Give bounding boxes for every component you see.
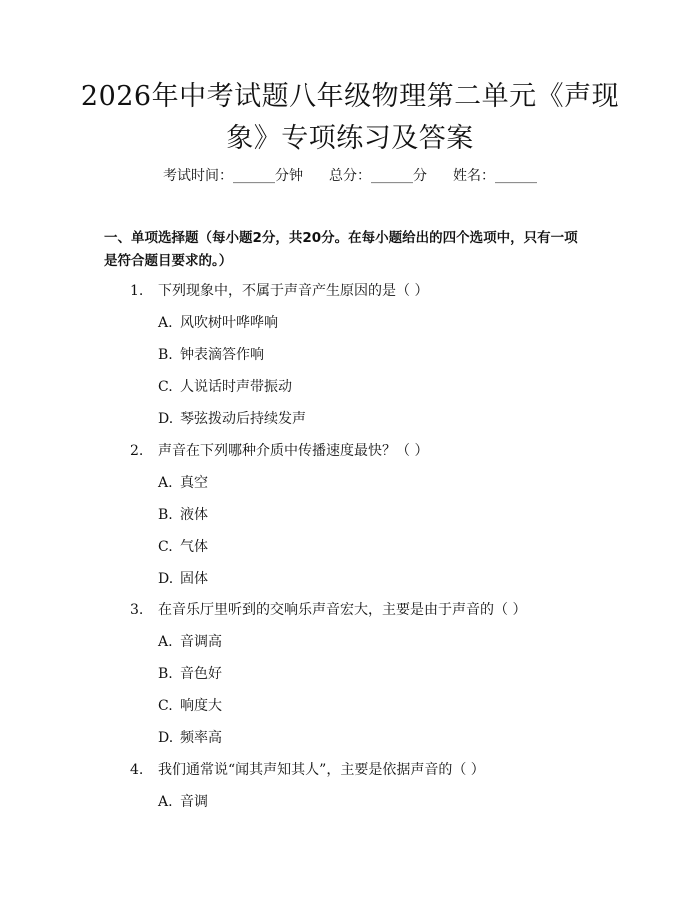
student-name-field: 姓名：______	[453, 168, 537, 184]
option-key: C.	[158, 379, 173, 395]
option	[158, 696, 222, 716]
option	[158, 473, 208, 493]
question-text: 在音乐厅里听到的交响乐声音宏大，主要是由于声音的（ ）	[158, 602, 527, 618]
option-text: 人说话时声带振动	[180, 379, 292, 395]
option-key: A.	[158, 475, 173, 491]
option	[158, 377, 292, 397]
question-1	[130, 281, 428, 301]
option-key: D.	[158, 411, 174, 427]
title-line-1: 2026年中考试题八年级物理第二单元《声现	[80, 81, 620, 112]
question-4	[130, 760, 485, 780]
option-text: 钟表滴答作响	[180, 347, 264, 363]
question-number: 4.	[130, 762, 144, 778]
exam-meta	[0, 166, 700, 186]
option-text: 气体	[180, 539, 208, 555]
option-key: C.	[158, 698, 173, 714]
total-score-field: 总分：______分	[329, 168, 427, 184]
option-text: 音调	[180, 794, 208, 810]
option-key: B.	[158, 666, 173, 682]
exam-time-field: 考试时间：______分钟	[163, 168, 303, 184]
option-key: B.	[158, 347, 173, 363]
option	[158, 792, 208, 812]
question-text: 下列现象中，不属于声音产生原因的是（ ）	[158, 283, 429, 299]
option	[158, 345, 264, 365]
question-text: 声音在下列哪种介质中传播速度最快？（ ）	[158, 443, 429, 459]
question-number: 2.	[130, 443, 144, 459]
option-text: 固体	[180, 571, 208, 587]
option	[158, 313, 278, 333]
option-text: 音色好	[180, 666, 222, 682]
option-text: 响度大	[180, 698, 222, 714]
option-text: 音调高	[180, 634, 222, 650]
option	[158, 632, 222, 652]
option-key: A.	[158, 634, 173, 650]
option-text: 频率高	[180, 730, 222, 746]
option-key: B.	[158, 507, 173, 523]
section-heading-line-1: 一、单项选择题（每小题2分，共20分。在每小题给出的四个选项中，只有一项	[104, 230, 578, 246]
option-key: D.	[158, 571, 174, 587]
option-text: 真空	[180, 475, 208, 491]
option	[158, 505, 208, 525]
option-text: 风吹树叶哗哗响	[180, 315, 278, 331]
question-3	[130, 600, 526, 620]
question-2	[130, 441, 428, 461]
option-text: 液体	[180, 507, 208, 523]
page-title	[60, 76, 640, 160]
option	[158, 728, 222, 748]
question-number: 3.	[130, 602, 144, 618]
option	[158, 537, 208, 557]
title-line-2: 象》专项练习及答案	[226, 123, 474, 154]
option-text: 琴弦拨动后持续发声	[180, 411, 306, 427]
question-number: 1.	[130, 283, 144, 299]
question-text: 我们通常说“闻其声知其人”，主要是依据声音的（ ）	[158, 762, 485, 778]
option-key: A.	[158, 794, 173, 810]
option	[158, 664, 222, 684]
section-heading	[104, 227, 604, 273]
option	[158, 569, 208, 589]
option-key: A.	[158, 315, 173, 331]
option-key: D.	[158, 730, 174, 746]
section-heading-line-2: 是符合题目要求的。）	[104, 253, 233, 269]
option-key: C.	[158, 539, 173, 555]
option	[158, 409, 306, 429]
